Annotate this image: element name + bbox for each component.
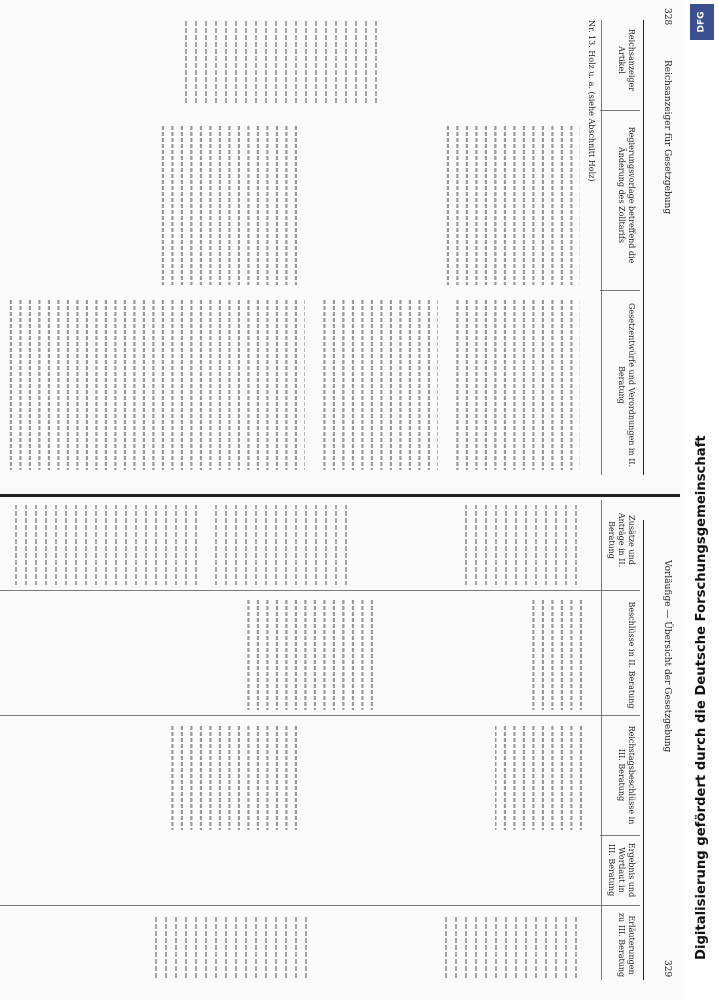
right-head-3: Reichstagsbeschlüsse in III. Beratung bbox=[617, 725, 636, 825]
left-page-number: 328 bbox=[662, 8, 672, 26]
right-running-head: Vorläufige — Übersicht der Gesetzgebung bbox=[662, 560, 672, 753]
dfg-banner-text: Digitalisierung gefördert durch die Deutsche Forschungsgemeinschaft bbox=[694, 435, 709, 960]
left-head-3: Gesetzentwürfe und Verordnungen in II. Beratung bbox=[617, 302, 636, 467]
right-page-number: 329 bbox=[662, 960, 672, 978]
right-head-5: Erläuterungen zu III. Beratung bbox=[617, 912, 636, 978]
dfg-banner bbox=[685, 0, 719, 1000]
right-head-1: Zusätze und Anträge in II. Beratung bbox=[607, 512, 636, 568]
right-head-2: Beschlüsse in II. Beratung bbox=[627, 601, 636, 709]
right-head-4: Ergebnis und Wortlaut in III. Beratung bbox=[607, 842, 636, 898]
left-head-2: Regierungsvorlage betreffend die Änderung des Zolltarifs bbox=[617, 126, 636, 264]
left-head-1: Reichsanzeiger Artikel bbox=[617, 28, 636, 92]
dfg-logo-icon: DFG bbox=[690, 4, 714, 40]
left-running-head: Reichsanzeiger für Gesetzgebung bbox=[662, 60, 672, 215]
left-section-label: Nr. 13. Holz u. a. (siehe Abschnitt Holz) bbox=[587, 20, 596, 182]
